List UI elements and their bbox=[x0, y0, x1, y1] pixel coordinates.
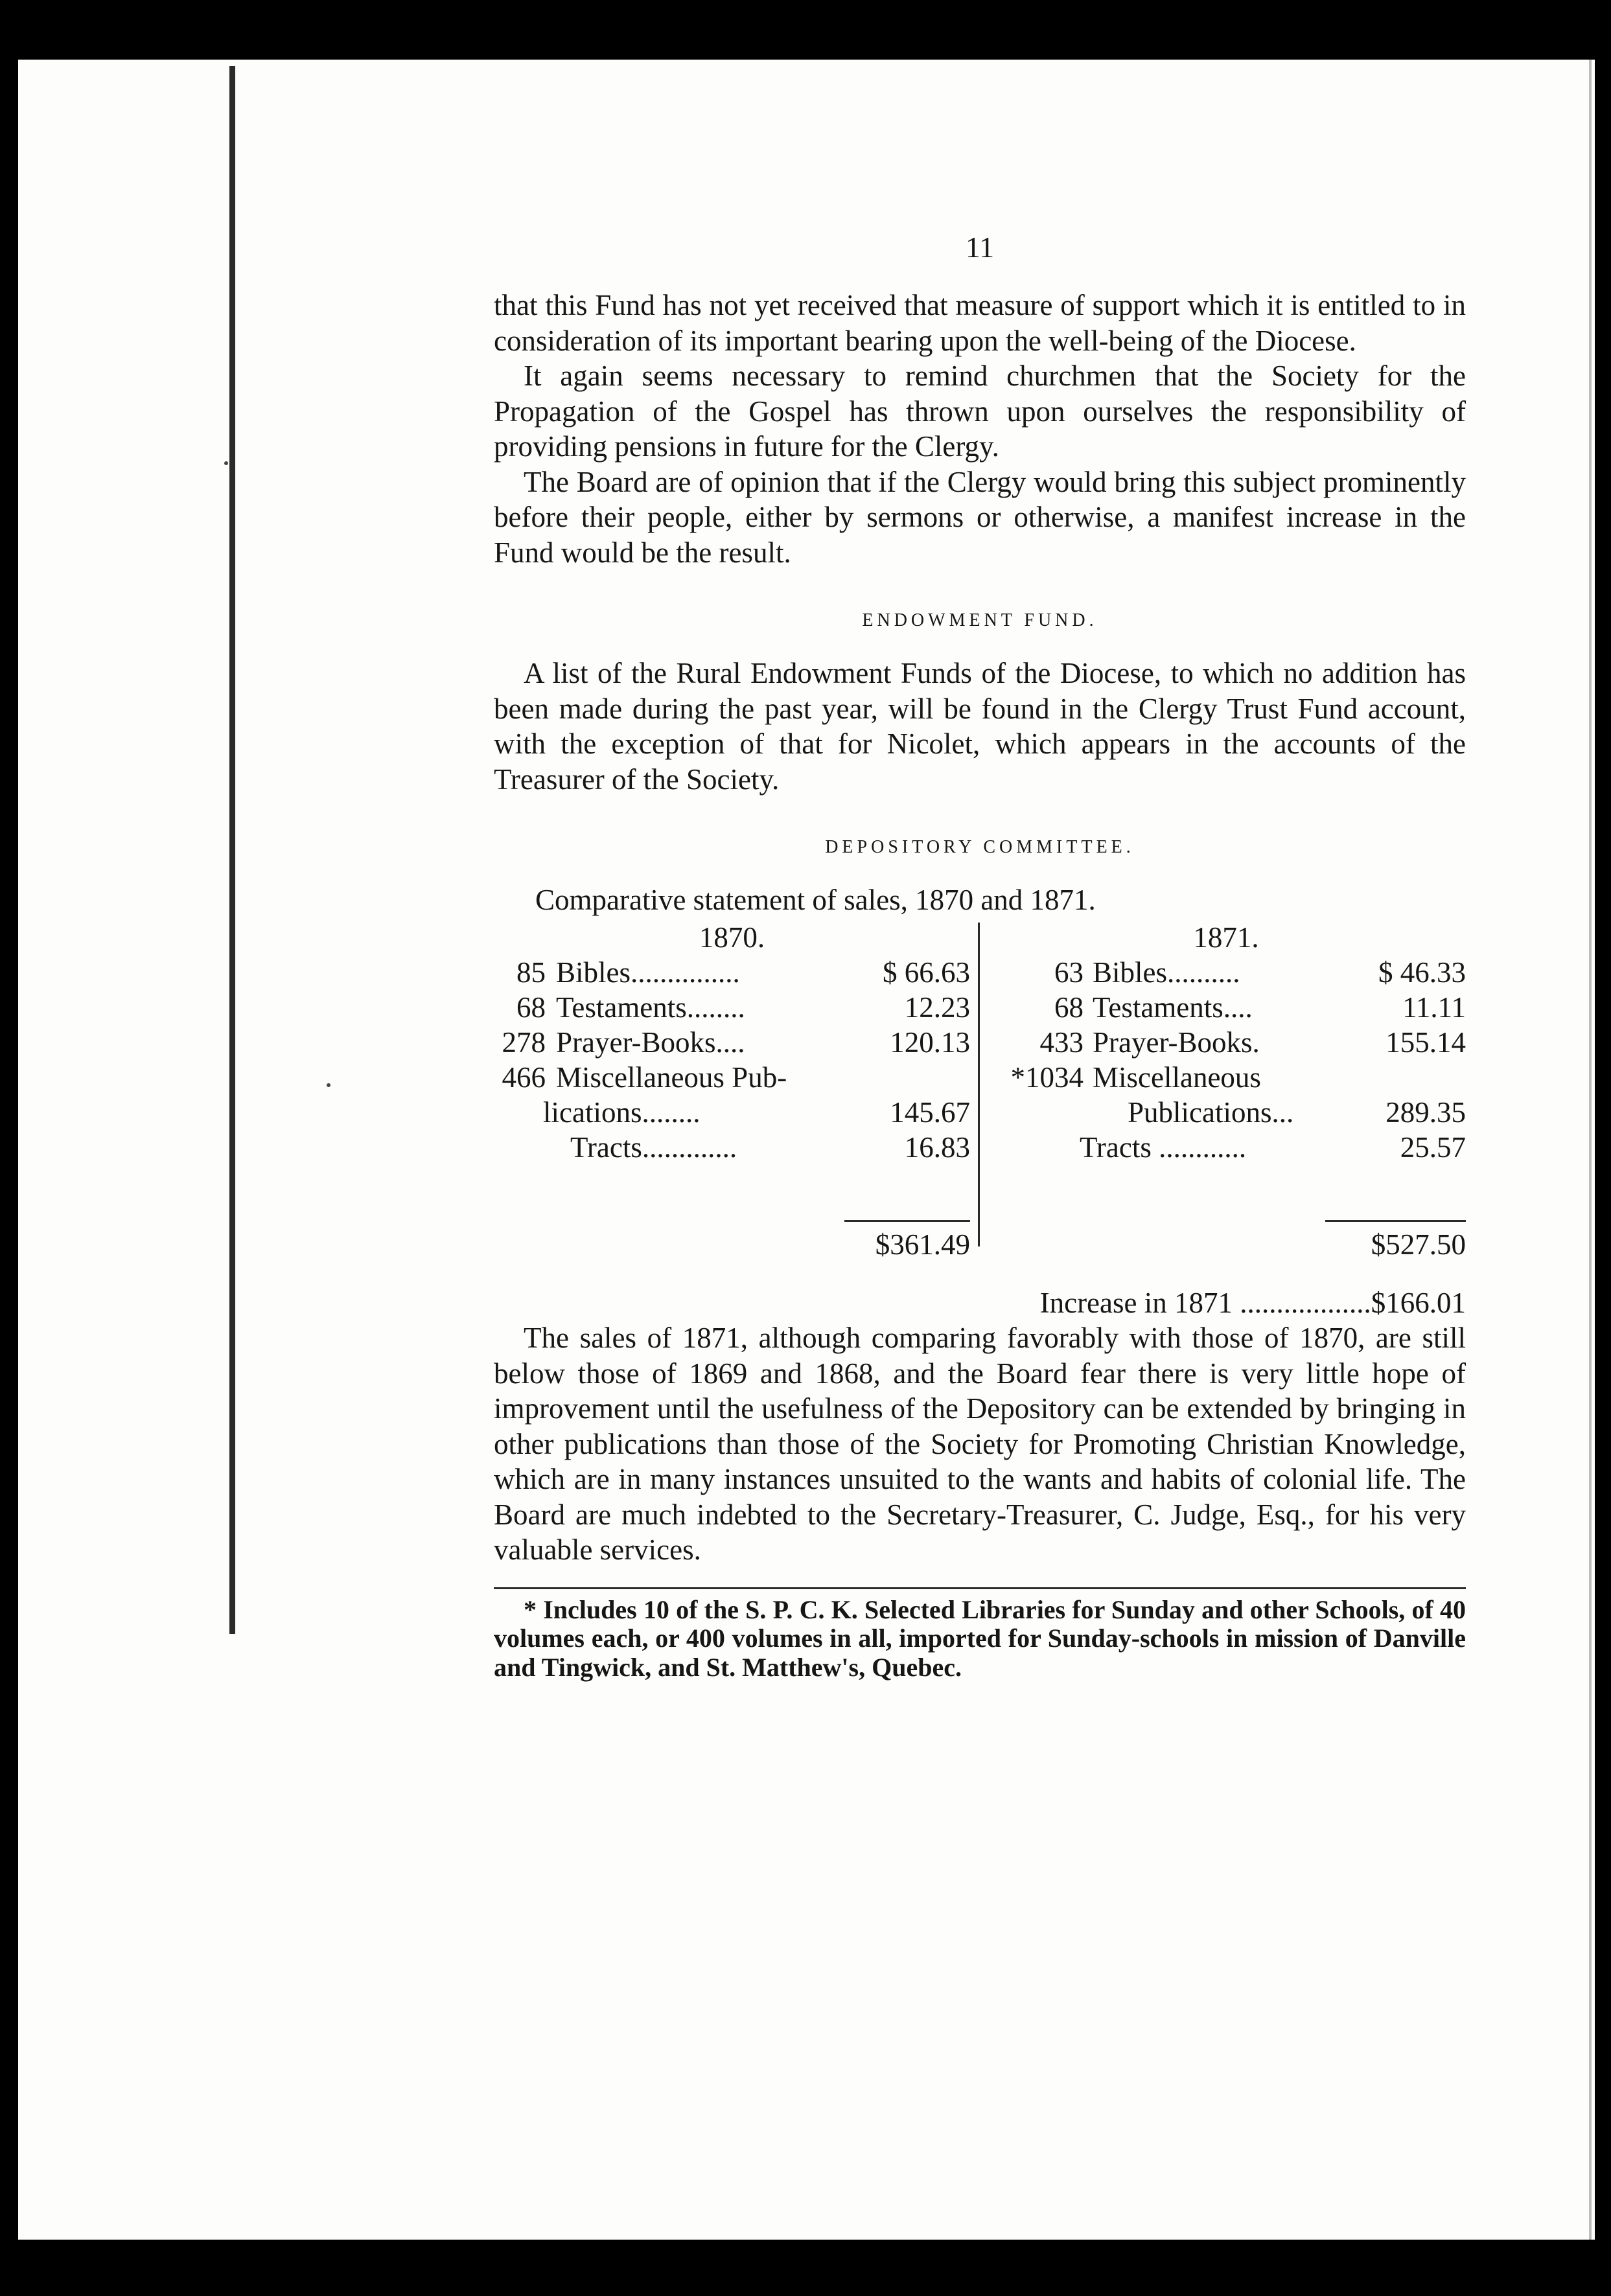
row-item: Bibles............... bbox=[556, 956, 740, 989]
row-quantity: 68 bbox=[516, 991, 546, 1024]
scan-speck bbox=[327, 1083, 330, 1087]
row-quantity: 433 bbox=[1039, 1026, 1084, 1059]
row-item: lications........ bbox=[543, 1096, 701, 1129]
footnote bbox=[494, 1596, 1466, 1682]
scan-speck bbox=[224, 461, 228, 465]
row-amount: $ 46.33 bbox=[1378, 956, 1466, 989]
paragraph-endowment: A list of the Rural Endowment Funds of the Diocese, to which no addition has been made during the past year, will be found in the Clergy Trust Fund account, with the exception of that for Nicolet, which appears in the accounts of the Treasurer of the Society. bbox=[494, 657, 1466, 796]
row-quantity: *1034 bbox=[1010, 1061, 1084, 1094]
row-amount: 289.35 bbox=[1385, 1096, 1466, 1129]
table-row bbox=[494, 1025, 970, 1060]
paragraph-board-opinion: The Board are of opinion that if the Clergy would bring this subject prominently before their people, either by sermons or otherwise, a manifest increase in the Fund would be the result. bbox=[494, 465, 1466, 569]
table-row bbox=[986, 955, 1466, 990]
table-row bbox=[986, 1060, 1466, 1095]
row-amount: 155.14 bbox=[1385, 1026, 1466, 1059]
sales-1870-column bbox=[494, 920, 970, 1165]
row-amount: 11.11 bbox=[1402, 991, 1466, 1024]
footnote-rule bbox=[494, 1587, 1466, 1589]
heading-depository-committee: DEPOSITORY COMMITTEE. bbox=[825, 837, 1135, 857]
table-row bbox=[494, 1060, 970, 1095]
row-item: Bibles.......... bbox=[1093, 956, 1240, 989]
table-row bbox=[986, 1025, 1466, 1060]
total-rule-1871 bbox=[1325, 1220, 1466, 1222]
row-quantity: 278 bbox=[502, 1026, 546, 1059]
sales-statement-intro: Comparative statement of sales, 1870 and 1871. bbox=[535, 884, 1096, 916]
paragraph-sales-comparison: The sales of 1871, although comparing favorably with those of 1870, are still below those of 1869 and 1868, and the Board fear there is very little hope of improvement until the usefulness of the Depository can be extended by bringing in other publications than those of the Society for Promoting Christian Knowledge, which are in many instances unsuited to the wants and habits of colonial life. The Board are much indebted to the Secretary-Treasurer, C. Judge, Esq., for his very valuable services. bbox=[494, 1322, 1466, 1566]
table-row bbox=[494, 990, 970, 1025]
row-item: Publications... bbox=[1128, 1096, 1294, 1129]
row-item: Tracts............. bbox=[570, 1131, 737, 1164]
scanned-page bbox=[18, 60, 1595, 2240]
page-edge-line bbox=[1589, 60, 1592, 2240]
heading-endowment-fund: ENDOWMENT FUND. bbox=[862, 610, 1098, 630]
table-row bbox=[494, 955, 970, 990]
row-item: Testaments.... bbox=[1093, 991, 1253, 1024]
binding-edge-line bbox=[229, 66, 235, 1634]
row-quantity: 68 bbox=[1054, 991, 1084, 1024]
row-amount: 12.23 bbox=[904, 991, 970, 1024]
increase-line: Increase in 1871 ..................$166.01 bbox=[1039, 1287, 1466, 1319]
row-item: Testaments........ bbox=[556, 991, 745, 1024]
table-row bbox=[986, 1095, 1466, 1130]
table-row bbox=[494, 1095, 970, 1130]
page-number: 11 bbox=[965, 231, 995, 264]
table-row bbox=[494, 1130, 970, 1165]
page-text-column bbox=[494, 228, 1466, 1682]
row-quantity: 466 bbox=[502, 1061, 546, 1094]
row-amount: $ 66.63 bbox=[883, 956, 970, 989]
row-item: Tracts ............ bbox=[1080, 1131, 1247, 1164]
column-divider bbox=[978, 923, 980, 1246]
row-item: Miscellaneous bbox=[1093, 1061, 1261, 1094]
year-1871-label: 1871. bbox=[1193, 921, 1259, 954]
total-1871: $527.50 bbox=[1371, 1228, 1466, 1261]
row-item: Prayer-Books.... bbox=[556, 1026, 745, 1059]
year-1870-label: 1870. bbox=[699, 921, 765, 954]
table-row bbox=[986, 1130, 1466, 1165]
row-amount: 120.13 bbox=[890, 1026, 970, 1059]
table-row bbox=[986, 990, 1466, 1025]
row-amount: 145.67 bbox=[890, 1096, 970, 1129]
total-1870: $361.49 bbox=[875, 1228, 970, 1261]
sales-1871-column bbox=[986, 920, 1466, 1165]
row-item: Prayer-Books. bbox=[1093, 1026, 1260, 1059]
row-quantity: 63 bbox=[1054, 956, 1084, 989]
sales-comparison-table bbox=[494, 920, 1466, 1283]
row-amount: 25.57 bbox=[1400, 1131, 1466, 1164]
paragraph-fund-support: that this Fund has not yet received that measure of support which it is entitled to in consideration of its important bearing upon the well-being of the Diocese. bbox=[494, 289, 1466, 357]
row-quantity: 85 bbox=[516, 956, 546, 989]
row-amount: 16.83 bbox=[904, 1131, 970, 1164]
row-item: Miscellaneous Pub- bbox=[556, 1061, 787, 1094]
total-rule-1870 bbox=[844, 1220, 970, 1222]
paragraph-pensions: It again seems necessary to remind churchmen that the Society for the Propagation of the Gospel has thrown upon ourselves the responsibility of providing pensions in future for the Clergy. bbox=[494, 360, 1466, 463]
footnote-text: * Includes 10 of the S. P. C. K. Selected Libraries for Sunday and other Schools, of 40 volumes each, or 400 volumes in all, imported for Sunday-schools in mission of Danville and Tingwick, and St. Matthew's, Quebec. bbox=[494, 1594, 1466, 1682]
